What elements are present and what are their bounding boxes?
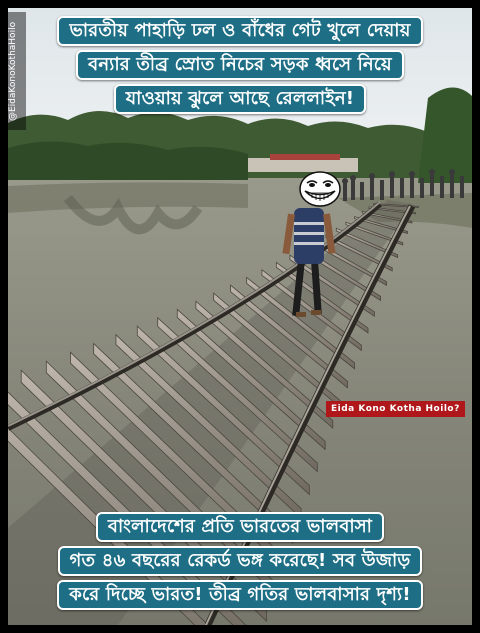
building-roof	[270, 154, 340, 160]
troll-face-icon	[298, 170, 342, 208]
footer-line-3: করে দিচ্ছে ভারত! তীব্র গতির ভালবাসার দৃশ্য!	[57, 580, 423, 610]
footer-caption	[0, 510, 480, 612]
page-badge: Eida Kono Kotha Hoilo?	[326, 401, 465, 417]
headline-caption	[0, 14, 480, 116]
footer-line-2: গত ৪৬ বছরের রেকর্ড ভঙ্গ করেছে! সব উজাড়	[58, 546, 423, 576]
footer-line-1: বাংলাদেশের প্রতি ভারতের ভালবাসা	[96, 512, 384, 542]
headline-line-3: যাওয়ায় ঝুলে আছে রেললাইন!	[114, 84, 366, 114]
side-watermark: @EidaKonoKothaHoilo	[8, 12, 26, 130]
headline-line-1: ভারতীয় পাহাড়ি ঢল ও বাঁধের গেট খুলে দেয়ায়	[57, 16, 422, 46]
headline-line-2: বন্যার তীব্র স্রোত নিচের সড়ক ধ্বসে নিয়ে	[76, 50, 404, 80]
